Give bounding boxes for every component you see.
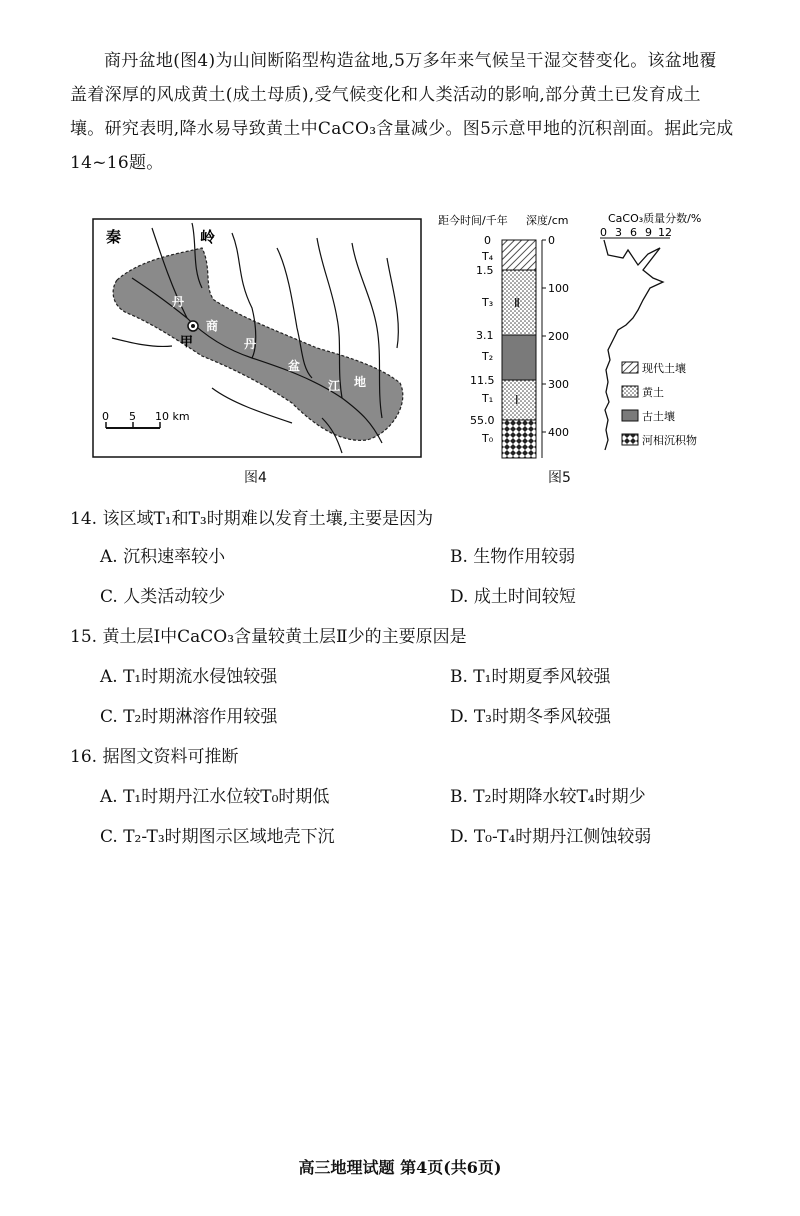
label-dan-river: 丹 <box>172 295 185 309</box>
time-header: 距今时间/千年 <box>438 214 508 227</box>
svg-text:9: 9 <box>645 226 652 239</box>
svg-text:3: 3 <box>615 226 622 239</box>
q15-option-d[interactable]: D. T₃时期冬季风较强 <box>450 707 611 727</box>
scale-5: 5 <box>129 410 136 423</box>
svg-text:55.0: 55.0 <box>470 414 495 427</box>
q16-option-b[interactable]: B. T₂时期降水较T₄时期少 <box>450 787 646 807</box>
label-dan: 丹 <box>244 337 257 351</box>
legend <box>622 361 697 447</box>
label-qin: 秦 <box>106 228 122 246</box>
svg-text:T₁: T₁ <box>482 392 494 405</box>
q14-option-d[interactable]: D. 成土时间较短 <box>450 587 576 607</box>
svg-text:现代土壤: 现代土壤 <box>642 362 686 375</box>
question-15-stem: 15. 黄土层Ⅰ中CaCO₃含量较黄土层Ⅱ少的主要原因是 <box>70 627 467 647</box>
svg-text:12: 12 <box>658 226 672 239</box>
svg-text:河相沉积物: 河相沉积物 <box>642 434 697 447</box>
svg-text:T₄: T₄ <box>482 250 494 263</box>
intro-line-2: 盖着深厚的风成黄土(成土母质),受气候变化和人类活动的影响,部分黄土已发育成土 <box>70 85 701 105</box>
label-ling: 岭 <box>200 228 216 246</box>
layer-paleosol <box>502 335 536 380</box>
svg-text:100: 100 <box>548 282 569 295</box>
svg-text:11.5: 11.5 <box>470 374 495 387</box>
depth-header: 深度/cm <box>526 214 569 227</box>
svg-text:T₀: T₀ <box>482 432 494 445</box>
figure-4-caption: 图4 <box>244 470 267 486</box>
q16-option-c[interactable]: C. T₂-T₃时期图示区域地壳下沉 <box>100 827 335 847</box>
svg-text:0: 0 <box>600 226 607 239</box>
layer-mark-i: Ⅰ <box>515 393 519 407</box>
intro-line-3: 壤。研究表明,降水易导致黄土中CaCO₃含量减少。图5示意甲地的沉积剖面。据此完成 <box>70 119 734 139</box>
svg-text:200: 200 <box>548 330 569 343</box>
svg-text:6: 6 <box>630 226 637 239</box>
q16-option-a[interactable]: A. T₁时期丹江水位较T₀时期低 <box>100 787 330 807</box>
intro-line-4: 14~16题。 <box>70 153 164 173</box>
layer-modern-soil <box>502 240 536 270</box>
scale-10: 10 km <box>155 410 190 423</box>
layer-loess-1 <box>502 380 536 420</box>
svg-text:黄土: 黄土 <box>642 386 664 399</box>
svg-text:0: 0 <box>484 234 491 247</box>
q14-option-c[interactable]: C. 人类活动较少 <box>100 587 226 607</box>
depth-ticks <box>542 234 569 439</box>
svg-text:T₃: T₃ <box>482 296 494 309</box>
q14-option-b[interactable]: B. 生物作用较弱 <box>450 547 576 567</box>
figure-5-section <box>438 210 758 460</box>
q14-option-a[interactable]: A. 沉积速率较小 <box>100 547 226 567</box>
layer-mark-ii: Ⅱ <box>514 296 520 310</box>
svg-text:400: 400 <box>548 426 569 439</box>
label-pen: 盆 <box>288 359 301 373</box>
svg-text:古土壤: 古土壤 <box>642 410 675 423</box>
intro-paragraph <box>70 44 760 180</box>
label-di: 地 <box>354 375 367 389</box>
label-jiang: 江 <box>328 379 341 393</box>
scale-0: 0 <box>102 410 109 423</box>
q15-option-c[interactable]: C. T₂时期淋溶作用较强 <box>100 707 278 727</box>
svg-text:T₂: T₂ <box>482 350 494 363</box>
q16-option-d[interactable]: D. T₀-T₄时期丹江侧蚀较弱 <box>450 827 652 847</box>
question-14-stem: 14. 该区域T₁和T₃时期难以发育土壤,主要是因为 <box>70 509 434 529</box>
svg-text:300: 300 <box>548 378 569 391</box>
q15-option-b[interactable]: B. T₁时期夏季风较强 <box>450 667 611 687</box>
intro-line-1: 商丹盆地(图4)为山间断陷型构造盆地,5万多年来气候呈干湿交替变化。该盆地覆 <box>104 51 717 71</box>
label-shang: 商 <box>206 319 219 333</box>
svg-text:3.1: 3.1 <box>476 329 494 342</box>
caco3-header: CaCO₃质量分数/% <box>608 212 702 225</box>
question-16-stem: 16. 据图文资料可推断 <box>70 747 239 767</box>
figure-4-map <box>92 218 422 458</box>
layer-fluvial <box>502 420 536 458</box>
caco3-ticks <box>600 226 672 239</box>
page-footer: 高三地理试题 第4页(共6页) <box>298 1158 502 1177</box>
svg-text:1.5: 1.5 <box>476 264 494 277</box>
q15-option-a[interactable]: A. T₁时期流水侵蚀较强 <box>100 667 278 687</box>
label-jia: 甲 <box>180 335 194 350</box>
svg-text:0: 0 <box>548 234 555 247</box>
figure-5-caption: 图5 <box>548 470 571 486</box>
